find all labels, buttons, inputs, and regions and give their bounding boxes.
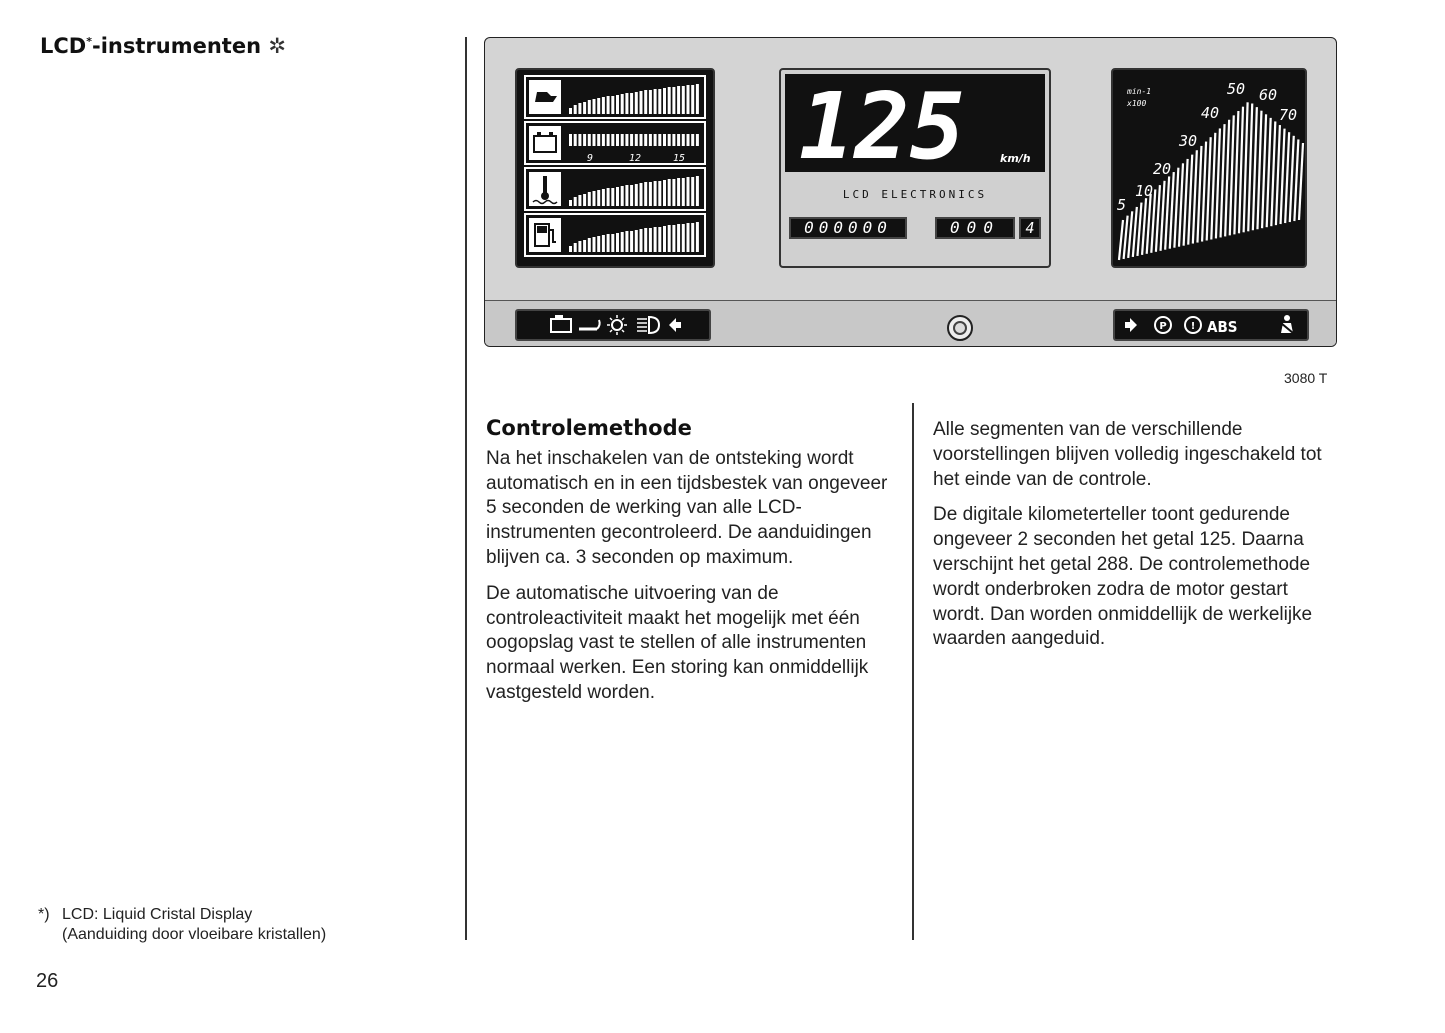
rpm-segment [1262,114,1266,228]
lcd-segment [583,134,586,146]
rpm-segment [1230,115,1234,235]
rpm-segment [1170,172,1174,249]
rpm-segment [1156,185,1160,252]
rpm-label-50: 50 [1227,80,1246,98]
lcd-segment [687,223,690,252]
lcd-segment [611,134,614,146]
rpm-segment [1257,111,1261,230]
lcd-segment [593,134,596,146]
lcd-segment [696,84,699,114]
lcd-segment [635,230,638,252]
lcd-segment [644,134,647,146]
turn-left-icon [669,318,681,332]
page-number: 26 [36,970,59,992]
lcd-segment [668,87,671,114]
rpm-label-10: 10 [1135,182,1154,200]
lcd-segment [607,234,610,252]
lcd-segment [588,100,591,114]
lcd-segment [668,179,671,206]
title-main: LCD [40,34,87,58]
parking-brake-icon [1155,317,1171,333]
speed-unit: km/h [1000,152,1031,165]
seatbelt-icon [1281,315,1293,333]
lcd-segment [668,225,671,252]
lcd-segment [630,185,633,206]
lcd-segment [682,178,685,206]
rpm-segment [1188,155,1192,245]
right-text-column [933,418,1337,663]
lcd-segment [654,134,657,146]
lcd-segment [640,134,643,146]
rpm-segment [1281,129,1285,224]
lcd-segment [588,134,591,146]
lcd-segment [625,231,628,252]
lcd-segment [682,134,685,146]
tachometer-display [1111,68,1307,268]
svg-text:!: ! [1190,321,1196,332]
lcd-segment [602,235,605,252]
lcd-segment [672,225,675,252]
oil-pressure-icon [529,80,561,114]
lcd-segment [578,134,581,146]
rpm-segment [1271,121,1275,226]
figure-code: 3080 T [1284,370,1328,386]
abs-warning-label: ABS [1207,318,1238,336]
lcd-segment [644,228,647,252]
rpm-segment [1267,118,1271,227]
lcd-segment [668,134,671,146]
lcd-segment [602,134,605,146]
left-column-divider [465,37,467,940]
right-warning-lights [1113,309,1309,341]
trip-meter: 000 [935,217,1015,239]
lcd-segment [630,93,633,114]
lcd-segment [640,183,643,206]
lcd-segment [691,177,694,206]
rpm-segment [1193,150,1197,243]
lcd-segment [640,91,643,114]
lcd-segment [583,102,586,114]
light-icon [607,315,627,335]
lcd-segment [611,96,614,114]
lcd-segment [611,188,614,206]
rpm-segment [1211,133,1215,240]
rpm-label-40: 40 [1201,104,1220,122]
turn-right-icon [1125,318,1137,332]
paragraph: De digitale kilometerteller toont gedurende ongeveer 2 seconden het getal 125. Daarna verschijnt het getal 288. De controlemethode wordt onderbroken zodra de motor gestart wordt. Dan worden onmiddellijk de werkelijke waarden aangeduid. [933,504,1313,650]
rpm-segment [1128,211,1132,258]
lcd-segment [635,92,638,114]
lcd-segment [574,243,577,252]
lcd-segment [649,134,652,146]
fuel-icon [529,218,561,252]
rpm-segment [1239,107,1243,234]
rpm-segment [1276,125,1280,225]
lcd-segment [569,200,572,206]
lcd-segment [569,108,572,114]
lcd-segment [630,231,633,252]
speed-lcd [785,74,1045,172]
rpm-segment [1234,111,1238,234]
paragraph: Na het inschakelen van de ontsteking wordt automatisch en in een tijdsbestek van ongeveer 5 seconden de werking van alle LCD-instrumenten gecontroleerd. De aanduidingen blijven ca. 3 seconden op maximum. [486,447,888,568]
left-text-column [486,416,896,717]
rpm-segment [1299,143,1303,220]
footnote-mark: *) [38,906,50,923]
lcd-segment [597,98,600,114]
title-footnote-mark: * [86,35,92,48]
rpm-segment [1225,120,1229,237]
rpm-label-30: 30 [1179,132,1198,150]
lcd-segment [593,237,596,252]
rpm-segment [1133,207,1137,257]
lcd-segment [691,134,694,146]
lcd-segment [616,134,619,146]
lcd-segment [658,227,661,252]
scale-label-12: 12 [629,153,642,164]
lcd-segment [658,134,661,146]
lcd-segment [607,96,610,114]
lcd-segment [630,134,633,146]
lcd-segment [658,89,661,114]
lcd-segment [578,195,581,206]
rpm-segment [1197,146,1201,243]
high-beam-icon [637,317,659,333]
rpm-segment [1179,163,1183,246]
washer-fluid-icon [579,320,600,329]
rpm-segment [1161,181,1165,251]
lcd-segment [687,177,690,206]
lcd-segment [574,134,577,146]
battery-icon [529,126,561,160]
svg-text:P: P [1159,321,1167,332]
lcd-segment [583,240,586,252]
lcd-segment [696,134,699,146]
lcd-segment [663,180,666,206]
rpm-segment [1253,107,1257,230]
gauges-svg [517,70,713,266]
paragraph: Alle segmenten van de verschillende voorstellingen blijven volledig ingeschakeld tot het einde van de controle. [933,419,1322,490]
page-title [40,34,286,58]
rpm-unit-top: min-1 [1127,87,1152,96]
lcd-segment [649,90,652,114]
footnote [38,905,326,945]
lcd-segment [672,87,675,114]
lcd-segment [644,182,647,206]
lcd-segment [663,226,666,252]
rpm-segment [1124,216,1128,259]
rpm-segment [1248,104,1252,232]
rpm-segment [1165,176,1169,249]
lcd-segment [597,236,600,252]
lcd-segment [625,93,628,114]
rpm-segment [1184,159,1188,246]
lcd-segment [625,185,628,206]
rpm-label-60: 60 [1259,86,1278,104]
coolant-temperature-icon [529,172,561,206]
scale-label-9: 9 [587,153,594,164]
lcd-segment [588,238,591,252]
lcd-segment [616,233,619,252]
lcd-segment [649,228,652,252]
lcd-segment [677,86,680,114]
lcd-segment [654,181,657,206]
lcd-segment [687,85,690,114]
rpm-segment [1147,194,1151,254]
section-heading: Controlemethode [486,416,692,440]
middle-column-divider [912,403,914,940]
engine-icon [551,315,571,332]
lcd-segment [663,88,666,114]
lcd-segment [621,232,624,252]
rpm-segment [1244,102,1248,232]
lcd-segment [649,182,652,206]
lcd-segment [574,105,577,114]
lcd-segment [658,181,661,206]
lcd-segment [593,191,596,206]
lcd-segment [672,134,675,146]
title-rest: -instrumenten [92,34,262,58]
lcd-segment [602,189,605,206]
left-warning-lights [515,309,711,341]
lcd-segment [597,190,600,206]
lcd-segment [607,188,610,206]
lcd-segment [578,241,581,252]
rpm-segment [1142,198,1146,255]
dimmer-knob [947,315,973,341]
lcd-segment [621,186,624,206]
lcd-segment [691,85,694,114]
lcd-segment [635,184,638,206]
rpm-segment [1216,128,1220,238]
rpm-segment [1285,132,1289,223]
scale-label-15: 15 [673,153,686,164]
rpm-segment [1290,136,1294,222]
lcd-segment [621,94,624,114]
lcd-segment [682,86,685,114]
lcd-segment [677,178,680,206]
lcd-segment [588,192,591,206]
optional-equipment-star-icon: ✲ [268,34,286,58]
lcd-segment [597,134,600,146]
rpm-segment [1202,142,1206,242]
footnote-line-2: (Aanduiding door vloeibare kristallen) [62,926,327,943]
lcd-segment [691,223,694,252]
lcd-segment [672,179,675,206]
rpm-segment [1174,168,1178,248]
rpm-label-70: 70 [1279,106,1298,124]
lcd-segment [574,197,577,206]
trip-decimal: 4 [1019,217,1041,239]
rpm-unit-bottom: x100 [1127,99,1147,108]
lcd-segment [654,89,657,114]
rpm-segment [1221,124,1225,237]
lcd-segment [621,134,624,146]
lcd-segment [607,134,610,146]
rpm-segment [1294,139,1298,221]
lcd-segment [569,246,572,252]
speed-display-frame [779,68,1051,268]
lcd-segment [677,224,680,252]
lcd-segment [687,134,690,146]
brake-warning-icon [1185,317,1201,333]
rpm-label-5: 5 [1117,196,1127,214]
lcd-segment [644,90,647,114]
lcd-segment [611,234,614,252]
lcd-segment [696,222,699,252]
lcd-segment [625,134,628,146]
rpm-segment [1137,203,1141,256]
lcd-segment [682,224,685,252]
instrument-panel-figure [484,37,1337,347]
gauges-display [515,68,715,268]
lcd-segment [640,229,643,252]
paragraph: De automatische uitvoering van de controleactiviteit maakt het mogelijk met één oogopslag vast te stellen of alle instrumenten normaal werken. Een storing kan onmiddellijk vastgesteld worden. [486,582,869,703]
footnote-line-1: LCD: Liquid Cristal Display [62,906,253,923]
lcd-segment [635,134,638,146]
lcd-segment [616,95,619,114]
lcd-segment [602,97,605,114]
lcd-segment [654,227,657,252]
brand-label: LCD ELECTRONICS [842,188,988,201]
lcd-segment [583,194,586,206]
lcd-segment [616,187,619,206]
lcd-segment [578,103,581,114]
rpm-segment [1119,220,1123,260]
rpm-label-20: 20 [1153,160,1172,178]
warning-strip [485,300,1336,346]
odometer: 000000 [789,217,907,239]
rpm-segment [1207,137,1211,240]
lcd-segment [663,134,666,146]
lcd-segment [569,134,572,146]
speed-readout: 125 [798,74,965,172]
lcd-segment [677,134,680,146]
lcd-segment [696,176,699,206]
lcd-segment [593,99,596,114]
